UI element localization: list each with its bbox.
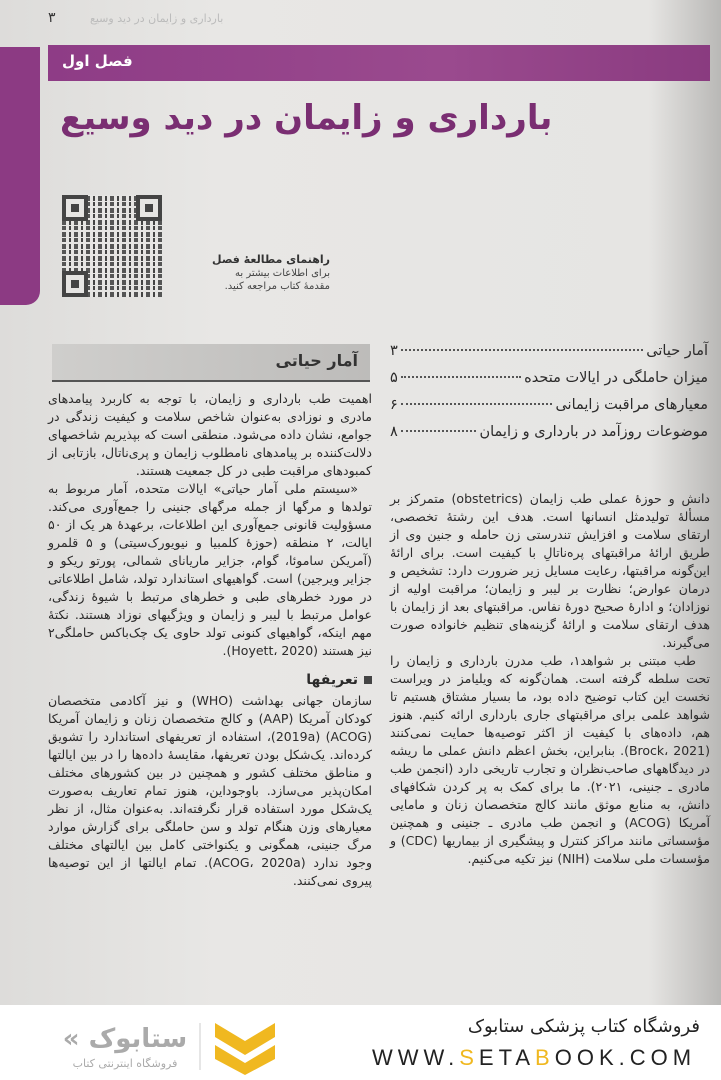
url-part: ETA xyxy=(478,1045,536,1070)
toc-title: موضوعات روزآمد در بارداری و زایمان xyxy=(479,424,708,440)
chapter-title: بارداری و زایمان در دید وسیع xyxy=(60,98,553,138)
page-number: ۳ xyxy=(48,10,56,26)
chapter-toc xyxy=(390,338,708,446)
toc-leader xyxy=(401,430,477,432)
paragraph: سازمان جهانی بهداشت (WHO) و نیز آکادمی متخصصان کودکان آمریکا (AAP) و کالج متخصصان زنان و زایمان آمریکا (ACOG) (2019a)، استفاده از تعریفهای استاندارد را تشویق کرده‌اند. یک‌شکل بودن تعریفها، مقایسهٔ داده‌ها را در بین ایالتها و مناطق مختلف کشور و همچنین در بین کشورهای مختلف امکان‌پذیر می‌سازد. باوجوداین، هنوز تمام تعاریف به‌صورت یک‌شکل مورد استفاده قرار نگرفته‌اند. به‌عنوان مثال، از نظر معیارهای وزن هنگام تولد و سن حاملگی برای گزارش موارد مرگ جنینی، همگونی و یکنواختی کامل بین ایالتهای مختلف وجود ندارد (ACOG، 2020a). تمام ایالتها از این توصیه‌ها پیروی نمی‌کنند. xyxy=(48,693,373,888)
paragraph: اهمیت طب بارداری و زایمان، با توجه به کاربرد پیامدهای مادری و نوزادی به‌عنوان شاخص سلامت و کیفیت زندگی در جوامع، نشان داده می‌شود. منطقی است که بپذیریم شاخصهای دلالت‌کننده بر پیامدهای نامطلوب زایمان و پری‌ناتال، بازتابی از کمبودهای مراقبت طبی در کل جمعیت هستند. xyxy=(48,391,372,478)
qr-code[interactable] xyxy=(62,195,162,297)
running-head: بارداری و زایمان در دید وسیع xyxy=(90,12,224,25)
right-column xyxy=(390,490,710,868)
setabook-logo xyxy=(30,1015,280,1075)
toc-title: معیارهای مراقبت زایمانی xyxy=(555,397,708,413)
section-heading: آمار حیاتی xyxy=(275,351,358,370)
square-bullet-icon xyxy=(364,676,372,684)
svg-text:« ستابوک: « ستابوک xyxy=(62,1024,188,1054)
toc-title: آمار حیاتی xyxy=(646,343,708,359)
toc-page: ۶ xyxy=(390,397,398,413)
qr-note-heading: راهنمای مطالعهٔ فصل xyxy=(212,253,330,266)
subheading-text: تعریفها xyxy=(306,672,358,688)
url-part: B xyxy=(535,1045,555,1070)
store-url[interactable] xyxy=(372,1045,696,1071)
toc-page: ۵ xyxy=(390,370,398,386)
svg-text:فروشگاه اینترنتی کتاب: فروشگاه اینترنتی کتاب xyxy=(72,1057,178,1070)
toc-title: میزان حاملگی در ایالات متحده xyxy=(524,370,708,386)
paragraph: «سیستم ملی آمار حیاتی» ایالات متحده، آمار مربوط به تولدها و مرگها از جمله مرگهای جنینی را جمع‌آوری می‌کند. مسؤولیت قانونی جمع‌آوری این اطلاعات، برعهدهٔ هر یک از ۵۰ ایالت، ۲ منطقه (حوزهٔ کلمبیا و نیویورک‌سیتی) و ۵ قلمرو (آمریکن ساموئا، گوام، جزایر ماریانای شمالی، پورتو ریکو و جزایر ویرجین) است. گواهیهای استاندارد تولد، شامل اطلاعاتی در مورد خطرهای طبی و خطرهای مرتبط با شیوهٔ زندگی، عوامل مرتبط با لیبر و زایمان و ویژگیهای نوزاد هستند. نکتهٔ مهم اینکه، گواهیهای کنونی تولد حاوی یک چک‌باکس حاملگی۲ نیز هستند (Hoyett، 2020). xyxy=(48,481,372,658)
toc-entry[interactable] xyxy=(390,338,708,365)
toc-page: ۸ xyxy=(390,424,398,440)
url-part: S xyxy=(459,1045,479,1070)
qr-finder xyxy=(62,271,88,297)
chapter-label: فصل اول xyxy=(62,52,133,70)
chapter-band xyxy=(48,45,710,81)
qr-finder xyxy=(136,195,162,221)
chapter-side-tab xyxy=(0,47,40,305)
toc-leader xyxy=(401,349,644,351)
toc-leader xyxy=(401,376,521,378)
section-heading-box xyxy=(52,344,370,382)
url-part: WWW. xyxy=(372,1045,460,1070)
qr-note xyxy=(170,252,330,293)
store-name: فروشگاه کتاب پزشکی ستابوک xyxy=(467,1016,700,1037)
store-footer xyxy=(0,1005,721,1080)
qr-note-line: مقدمهٔ کتاب مراجعه کنید. xyxy=(224,281,330,292)
url-part: OOK.COM xyxy=(554,1045,697,1070)
toc-leader xyxy=(401,403,553,405)
qr-finder xyxy=(62,195,88,221)
subheading xyxy=(48,670,372,690)
toc-entry[interactable] xyxy=(390,419,708,446)
paragraph: دانش و حوزهٔ عملی طب زایمان (obstetrics) متمرکز بر مسألهٔ تولیدمثل انسانها است. هدف این رشتهٔ تخصصی، ارتقای سلامت و افزایش تندرستی زن حامله و جنین وی از طریق ارائهٔ مراقبتهای پره‌ناتالِ با کیفیت است. برای ارائهٔ این‌گونه مراقبتها، رعایت مسایل زیر ضرورت دارد: تشخیص و درمان عوارض؛ نظارت بر لیبر و زایمان؛ مراقبت اولیه از نوزادان؛ و ادارهٔ صحیح دورهٔ نفاس. مراقبتهای بعد از زایمان با هدف ارتقای سلامت و ارائهٔ گزینه‌های تنظیم خانواده صورت می‌گیرند. xyxy=(390,491,710,650)
left-column xyxy=(48,390,372,890)
paragraph: طب مبتنی بر شواهد۱، طب مدرن بارداری و زایمان را تحت سلطه گرفته است. همان‌گونه که ویلیامز در ویراست نخست این کتاب توضیح داده بود، ما بسیار مشتاق هستیم تا شواهد علمی برای مراقبتهای جاری بارداری ارائه کنیم. هنوز هم، داده‌های با کیفیت از اکثر توصیه‌ها حمایت نمی‌کنند (Brock، 2021). بنابراین، بخش اعظم دانش عملی ما ریشه در دیدگاههای صاحب‌نظران و تجارب تاریخی دارد (انجمن طب مادری ـ جنینی، ۲۰۲۱). ما برای کمک به پر کردن شکافهای دانش، به منابع موثق مانند کالج متخصصان زنان و مامایی آمریکا (ACOG) و انجمن طب مادری ـ جنینی و همچنین مؤسساتی مانند مراکز کنترل و پیشگیری از بیماریها (CDC) و مؤسسات ملی سلامت (NIH) نیز تکیه می‌کنیم. xyxy=(390,653,711,866)
toc-entry[interactable] xyxy=(390,392,708,419)
toc-page: ۳ xyxy=(390,343,398,359)
qr-note-line: برای اطلاعات بیشتر به xyxy=(235,268,330,279)
toc-entry[interactable] xyxy=(390,365,708,392)
